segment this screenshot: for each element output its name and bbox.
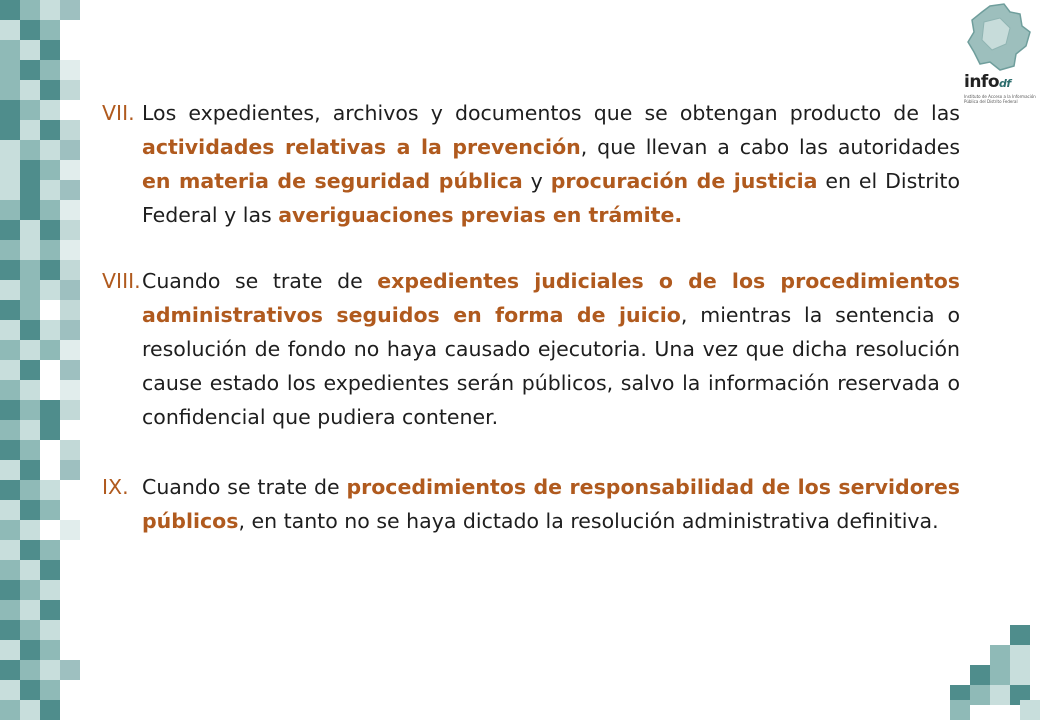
- mosaic-tile: [0, 680, 20, 700]
- mosaic-tile: [60, 220, 80, 240]
- mosaic-tile: [20, 0, 40, 20]
- list-numeral: VIII.: [102, 269, 141, 293]
- mosaic-tile: [0, 340, 20, 360]
- mosaic-tile: [40, 700, 60, 720]
- mosaic-tile: [0, 160, 20, 180]
- mosaic-tile: [0, 240, 20, 260]
- mosaic-tile: [20, 240, 40, 260]
- mosaic-tile: [20, 540, 40, 560]
- body-text: Cuando se trate de: [142, 269, 378, 293]
- mosaic-tile: [0, 320, 20, 340]
- mosaic-tile: [60, 360, 80, 380]
- list-item-ix: [102, 470, 960, 538]
- mosaic-tile: [0, 700, 20, 720]
- mosaic-tile: [0, 420, 20, 440]
- mosaic-tile: [20, 600, 40, 620]
- mosaic-tile: [40, 540, 60, 560]
- mosaic-tile: [20, 260, 40, 280]
- mosaic-tile: [60, 660, 80, 680]
- mosaic-tile: [60, 300, 80, 320]
- mosaic-tile: [20, 340, 40, 360]
- mosaic-tile: [20, 300, 40, 320]
- mosaic-tile: [40, 400, 60, 420]
- mosaic-tile: [0, 0, 20, 20]
- mosaic-tile: [970, 665, 990, 685]
- mosaic-tile: [20, 40, 40, 60]
- mosaic-tile: [990, 665, 1010, 685]
- mosaic-tile: [20, 220, 40, 240]
- mosaic-tile: [0, 400, 20, 420]
- mosaic-tile: [60, 60, 80, 80]
- list-numeral: IX.: [102, 475, 129, 499]
- mosaic-tile: [20, 100, 40, 120]
- mosaic-tile: [40, 280, 60, 300]
- mosaic-tile: [20, 680, 40, 700]
- mosaic-tile: [20, 320, 40, 340]
- mosaic-tile: [40, 20, 60, 40]
- mosaic-tile: [60, 200, 80, 220]
- mosaic-tile: [0, 180, 20, 200]
- mosaic-tile: [20, 700, 40, 720]
- mosaic-tile: [40, 180, 60, 200]
- mosaic-tile: [60, 260, 80, 280]
- infodf-logo: [960, 2, 1036, 114]
- list-item-text: [142, 269, 960, 429]
- mosaic-tile: [40, 200, 60, 220]
- mosaic-tile: [20, 60, 40, 80]
- map-of-df-icon: [960, 2, 1036, 74]
- mosaic-tile: [40, 680, 60, 700]
- mosaic-tile: [40, 580, 60, 600]
- mosaic-tile: [0, 80, 20, 100]
- mosaic-tile: [0, 380, 20, 400]
- mosaic-tile: [20, 400, 40, 420]
- mosaic-tile: [60, 140, 80, 160]
- highlighted-text: procedimientos de responsabilidad de los servidores públicos: [142, 475, 960, 533]
- mosaic-tile: [0, 260, 20, 280]
- mosaic-tile: [40, 500, 60, 520]
- mosaic-tile: [40, 260, 60, 280]
- mosaic-tile: [20, 140, 40, 160]
- mosaic-tile: [40, 480, 60, 500]
- body-text: Los expedientes, archivos y documentos que se obtengan producto de las: [142, 101, 960, 125]
- mosaic-tile: [20, 420, 40, 440]
- mosaic-tile: [40, 80, 60, 100]
- list-item-viii: [102, 264, 960, 434]
- mosaic-tile: [0, 480, 20, 500]
- mosaic-tile: [20, 480, 40, 500]
- mosaic-tile: [0, 620, 20, 640]
- mosaic-tile: [60, 240, 80, 260]
- mosaic-tile: [40, 560, 60, 580]
- mosaic-tile: [0, 120, 20, 140]
- mosaic-tile: [60, 80, 80, 100]
- mosaic-tile: [40, 620, 60, 640]
- mosaic-tile: [0, 440, 20, 460]
- logo-caption: Instituto de Acceso a la Información Pública del Distrito Federal: [964, 94, 1036, 104]
- mosaic-tile: [20, 580, 40, 600]
- mosaic-tile: [40, 100, 60, 120]
- mosaic-tile: [60, 460, 80, 480]
- mosaic-tile: [60, 280, 80, 300]
- mosaic-tile: [60, 520, 80, 540]
- mosaic-tile: [0, 640, 20, 660]
- mosaic-tile: [40, 160, 60, 180]
- mosaic-tile: [0, 200, 20, 220]
- mosaic-tile: [40, 60, 60, 80]
- mosaic-tile: [60, 340, 80, 360]
- mosaic-tile: [40, 220, 60, 240]
- mosaic-tile: [40, 660, 60, 680]
- mosaic-tile: [20, 200, 40, 220]
- highlighted-text: expedientes judiciales o de los procedimientos administrativos seguidos en forma de juicio: [142, 269, 961, 327]
- mosaic-tile: [40, 140, 60, 160]
- mosaic-tile: [0, 520, 20, 540]
- body-text: , en tanto no se haya dictado la resolución administrativa definitiva.: [238, 509, 939, 533]
- body-text: Cuando se trate de: [142, 475, 347, 499]
- mosaic-tile: [60, 440, 80, 460]
- body-text: , que llevan a cabo las autoridades: [580, 135, 960, 159]
- mosaic-tile: [60, 160, 80, 180]
- mosaic-tile: [40, 240, 60, 260]
- mosaic-tile: [20, 620, 40, 640]
- mosaic-tile: [0, 560, 20, 580]
- mosaic-tile: [990, 685, 1010, 705]
- mosaic-tile: [20, 120, 40, 140]
- mosaic-tile: [40, 320, 60, 340]
- mosaic-tile: [0, 460, 20, 480]
- mosaic-tile: [60, 120, 80, 140]
- mosaic-tile: [40, 40, 60, 60]
- mosaic-tile: [950, 700, 970, 720]
- mosaic-tile: [0, 140, 20, 160]
- mosaic-tile: [20, 180, 40, 200]
- mosaic-tile: [20, 280, 40, 300]
- mosaic-tile: [20, 560, 40, 580]
- mosaic-tile: [990, 645, 1010, 665]
- mosaic-tile: [60, 180, 80, 200]
- mosaic-tile: [0, 540, 20, 560]
- list-numeral: VII.: [102, 101, 135, 125]
- mosaic-tile: [1010, 645, 1030, 665]
- mosaic-tile: [60, 320, 80, 340]
- list-item-text: [142, 101, 960, 227]
- body-text: y: [522, 169, 551, 193]
- document-body: [102, 96, 960, 538]
- body-text: , mientras la sentencia o resolución de fondo no haya causado ejecutoria. Una vez que dicha resolución cause estado los expedientes serán públicos, salvo la información reservada o confidencial que pudiera contener.: [142, 303, 960, 429]
- mosaic-tile: [40, 0, 60, 20]
- mosaic-tile: [20, 460, 40, 480]
- mosaic-tile: [20, 520, 40, 540]
- mosaic-tile: [0, 300, 20, 320]
- mosaic-tile: [40, 600, 60, 620]
- body-text: en el Distrito Federal y las: [142, 169, 960, 227]
- mosaic-tile: [20, 380, 40, 400]
- mosaic-tile: [0, 60, 20, 80]
- list-item-text: [142, 475, 960, 533]
- mosaic-tile: [0, 20, 20, 40]
- logo-wordmark: infodf: [964, 72, 1011, 92]
- highlighted-text: en materia de seguridad pública: [142, 169, 523, 193]
- mosaic-tile: [0, 360, 20, 380]
- bottom-right-decorative-mosaic: [950, 625, 1040, 720]
- mosaic-tile: [0, 220, 20, 240]
- mosaic-tile: [0, 280, 20, 300]
- highlighted-text: actividades relativas a la prevención: [142, 135, 581, 159]
- mosaic-tile: [40, 120, 60, 140]
- mosaic-tile: [20, 640, 40, 660]
- mosaic-tile: [20, 20, 40, 40]
- mosaic-tile: [20, 360, 40, 380]
- mosaic-tile: [40, 340, 60, 360]
- mosaic-tile: [20, 660, 40, 680]
- mosaic-tile: [1010, 625, 1030, 645]
- mosaic-tile: [0, 580, 20, 600]
- mosaic-tile: [20, 160, 40, 180]
- mosaic-tile: [1010, 665, 1030, 685]
- mosaic-tile: [970, 685, 990, 705]
- mosaic-tile: [60, 0, 80, 20]
- left-decorative-mosaic: [0, 0, 80, 720]
- highlighted-text: procuración de justicia: [550, 169, 818, 193]
- mosaic-tile: [60, 400, 80, 420]
- mosaic-tile: [20, 80, 40, 100]
- mosaic-tile: [0, 660, 20, 680]
- mosaic-tile: [20, 440, 40, 460]
- mosaic-tile: [0, 600, 20, 620]
- mosaic-tile: [0, 40, 20, 60]
- mosaic-tile: [20, 500, 40, 520]
- mosaic-tile: [40, 420, 60, 440]
- highlighted-text: averiguaciones previas en trámite.: [278, 203, 683, 227]
- mosaic-tile: [1020, 700, 1040, 720]
- list-item-vii: [102, 96, 960, 232]
- mosaic-tile: [0, 100, 20, 120]
- mosaic-tile: [60, 380, 80, 400]
- mosaic-tile: [40, 640, 60, 660]
- mosaic-tile: [0, 500, 20, 520]
